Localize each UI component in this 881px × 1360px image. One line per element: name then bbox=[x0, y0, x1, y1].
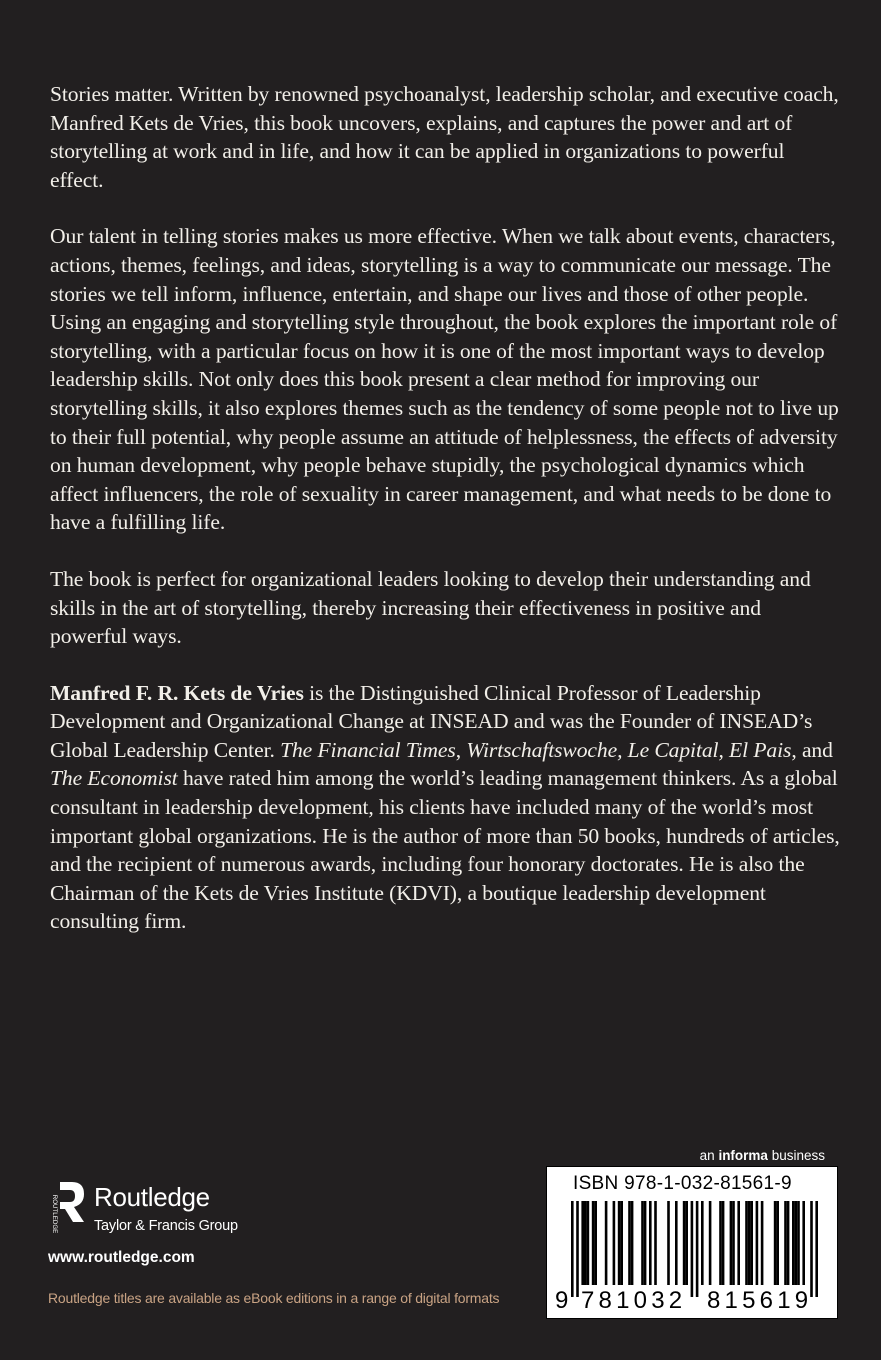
blurb bbox=[50, 80, 840, 964]
publisher-website: www.routledge.com bbox=[48, 1249, 195, 1266]
barcode-bar bbox=[667, 1201, 670, 1285]
barcode-guard-bar bbox=[815, 1201, 818, 1297]
barcode-bar bbox=[613, 1201, 616, 1285]
barcode-bar bbox=[701, 1201, 704, 1285]
barcode-bar bbox=[792, 1201, 795, 1285]
publication-economist: The Economist bbox=[50, 766, 178, 791]
barcode-bar bbox=[654, 1201, 657, 1285]
ebook-note: Routledge titles are available as eBook editions in a range of digital formats bbox=[48, 1290, 500, 1306]
barcode-guard-bar bbox=[810, 1201, 813, 1297]
barcode-bar bbox=[802, 1201, 805, 1285]
barcode-bar bbox=[628, 1201, 631, 1285]
barcode-bar bbox=[709, 1201, 712, 1285]
publisher-group: Taylor & Francis Group bbox=[94, 1218, 238, 1234]
informa-tagline bbox=[700, 1148, 825, 1163]
barcode-guard-bar bbox=[696, 1201, 699, 1297]
barcode-bar bbox=[797, 1201, 800, 1285]
barcode-bar bbox=[683, 1201, 686, 1285]
barcode-bar bbox=[761, 1201, 764, 1285]
author-bio bbox=[50, 679, 840, 936]
barcode-bar bbox=[620, 1201, 623, 1285]
barcode-bar bbox=[750, 1201, 753, 1285]
barcode-bar bbox=[631, 1201, 634, 1285]
barcode-right-group: 815619 bbox=[707, 1287, 813, 1314]
informa-suffix: business bbox=[767, 1148, 825, 1163]
barcode-bar bbox=[675, 1201, 678, 1285]
barcode-guard-bar bbox=[571, 1201, 574, 1297]
barcode-bar bbox=[719, 1201, 722, 1285]
informa-prefix: an bbox=[699, 1148, 719, 1163]
isbn-barcode bbox=[546, 1166, 838, 1319]
barcode-bar bbox=[605, 1201, 608, 1285]
barcode-left-group: 781032 bbox=[581, 1287, 687, 1314]
isbn-label: ISBN 978-1-032-81561-9 bbox=[573, 1173, 792, 1194]
barcode-bar bbox=[787, 1201, 790, 1285]
barcode-bar bbox=[756, 1201, 759, 1285]
barcode-guard-bar bbox=[576, 1201, 579, 1297]
publication-group: Wirtschaftswoche, Le Capital, El Pais bbox=[466, 737, 792, 762]
author-bio-text-b: have rated him among the world’s leading management thinkers. As a global consultant in leadership development, his clients have included many of the world’s most important global organizations. He is the author of more than 50 books, hundreds of articles, and the recipient of numerous awards, including four honorary doctorates. He is also the Chairman of the Kets de Vries Institute (KDVI), a boutique leadership development consulting firm. bbox=[50, 766, 840, 934]
barcode-bar bbox=[618, 1201, 621, 1285]
blurb-paragraph-2: Our talent in telling stories makes us more effective. When we talk about events, characters, actions, themes, feelings, and ideas, storytelling is a way to communicate our message. The stories we tell inform, influence, entertain, and shape our lives and those of other people. Using an engaging and storytelling style throughout, the book explores the important role of storytelling, with a particular focus on how it is one of the most important ways to develop leadership skills. Not only does this book present a clear method for improving our storytelling skills, it also explores themes such as the tendency of some people not to live up to their full potential, why people assume an attitude of helplessness, the effects of adversity on human development, why people behave stupidly, the psychological dynamics which affect influencers, the role of sexuality in career management, and what needs to be done to have a fulfilling life. bbox=[50, 224, 839, 535]
barcode-bar bbox=[784, 1201, 787, 1285]
barcode-bar bbox=[587, 1201, 590, 1285]
blurb-paragraph-1: Stories matter. Written by renowned psychoanalyst, leadership scholar, and executive coach, Manfred Kets de Vries, this book uncovers, explains, and captures the power and art of storytelling at work and in life, and how it can be applied in organizations to powerful effect. bbox=[50, 82, 839, 192]
barcode-bar bbox=[649, 1201, 652, 1285]
barcode-bar bbox=[795, 1201, 798, 1285]
routledge-mark-text: ROUTLEDGE bbox=[51, 1194, 58, 1234]
informa-brand: informa bbox=[718, 1148, 768, 1163]
author-bio-sep-1: , bbox=[455, 737, 467, 762]
author-bio-sep-2: , and bbox=[791, 737, 833, 762]
author-bio-text-a: is the Distinguished Clinical Professor of Leadership Development and Organizational Change at INSEAD and was the Founder of INSEAD’s Global Leadership Center. bbox=[50, 680, 813, 762]
barcode-bar bbox=[581, 1201, 584, 1285]
barcode-bar bbox=[641, 1201, 644, 1285]
barcode-bar bbox=[594, 1201, 597, 1285]
routledge-r-icon bbox=[46, 1180, 86, 1244]
author-name: Manfred F. R. Kets de Vries bbox=[50, 680, 304, 705]
barcode-bar bbox=[584, 1201, 587, 1285]
barcode-bar bbox=[737, 1201, 740, 1285]
barcode-bar bbox=[685, 1201, 688, 1285]
barcode-bar bbox=[732, 1201, 735, 1285]
barcode-bar bbox=[748, 1201, 751, 1285]
barcode-bar bbox=[644, 1201, 647, 1285]
barcode-bar bbox=[722, 1201, 725, 1285]
barcode-bar bbox=[776, 1201, 779, 1285]
barcode-bar bbox=[730, 1201, 733, 1285]
barcode-bar bbox=[592, 1201, 595, 1285]
publisher-name: Routledge bbox=[94, 1182, 210, 1212]
blurb-paragraph-3: The book is perfect for organizational leaders looking to develop their understanding and skills in the art of storytelling, thereby increasing their effectiveness in positive and powerful ways. bbox=[50, 566, 811, 649]
publication-financial-times: The Financial Times bbox=[280, 737, 456, 762]
barcode-guard-bar bbox=[691, 1201, 694, 1297]
barcode-bar bbox=[774, 1201, 777, 1285]
barcode-bar bbox=[745, 1201, 748, 1285]
routledge-logo bbox=[46, 1180, 306, 1250]
barcode-lead-digit: 9 bbox=[555, 1287, 569, 1314]
